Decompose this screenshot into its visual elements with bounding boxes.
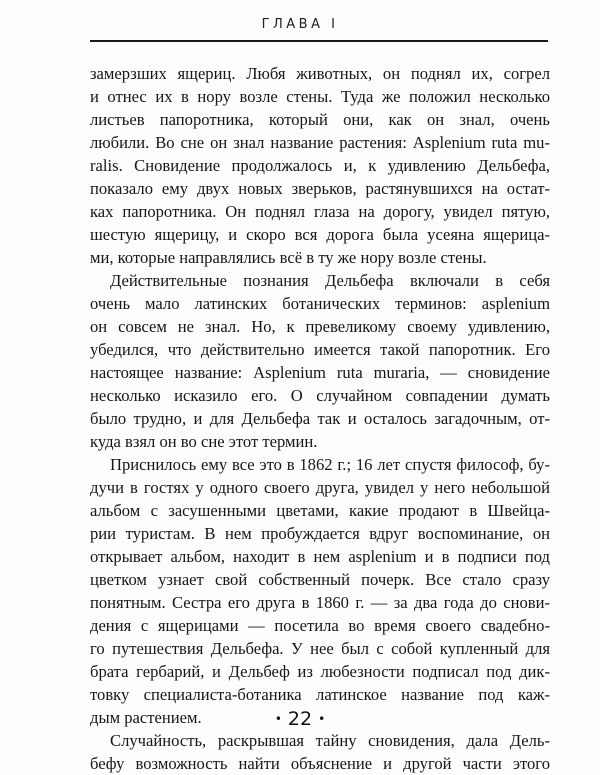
text-line: очень мало латинских ботанических терминов: asplenium	[90, 294, 550, 313]
text-line: листьев папоротника, который они, как он знал, очень	[90, 110, 550, 129]
text-line: он совсем не знал. Но, к превеликому своему удивлению,	[90, 317, 550, 336]
body-text	[90, 62, 550, 775]
text-line: любили. Во сне он знал название растения: Asplenium ruta mu-	[90, 133, 550, 152]
text-line: куда взял он во сне этот термин.	[90, 432, 318, 451]
text-line: бефу возможность найти объяснение и другой части этого	[90, 754, 550, 773]
text-line: ках папоротника. Он поднял глаза на дорогу, увидел пятую,	[90, 202, 550, 221]
text-line: показало ему двух новых зверьков, растянувшихся на остат-	[90, 179, 550, 198]
bullet-ornament-left: •	[274, 712, 282, 726]
text-line: Приснилось ему все это в 1862 г.; 16 лет спустя философ, бу-	[110, 455, 550, 474]
text-line: рии туристам. В нем пробуждается вдруг воспоминание, он	[90, 524, 550, 543]
text-line: понятным. Сестра его друга в 1860 г. — за два года до снови-	[90, 593, 550, 612]
text-line: Действительные познания Дельбефа включали в себя	[110, 271, 550, 290]
bullet-ornament-right: •	[318, 712, 326, 726]
text-line: альбом с засушенными цветами, какие продают в Швейца-	[90, 501, 550, 520]
running-head: ГЛАВА I	[261, 17, 339, 32]
text-line: шестую ящерицу, и скоро вся дорога была усеяна ящерица-	[90, 225, 550, 244]
page-number-footer	[0, 708, 600, 730]
text-line: открывает альбом, находит в нем asplenium и в подписи под	[90, 547, 550, 566]
text-line: дучи в гостях у одного своего друга, увидел у него небольшой	[90, 478, 550, 497]
text-line: настоящее название: Asplenium ruta muraria, — сновидение	[90, 363, 550, 382]
text-line: убедился, что действительно имеется такой папоротник. Его	[90, 340, 550, 359]
page-number: 22	[287, 708, 313, 730]
text-line: несколько исказило его. О случайном совпадении думать	[90, 386, 550, 405]
text-line: го путешествия Дельбефа. У нее был с собой купленный для	[90, 639, 550, 658]
text-line: дения с ящерицами — посетила во время своего свадебно-	[90, 616, 550, 635]
text-line: было трудно, и для Дельбефа так и осталось загадочным, от-	[90, 409, 550, 428]
text-line: дым растением.	[90, 708, 202, 727]
text-line: замерзших ящериц. Любя животных, он поднял их, согрел	[90, 64, 550, 83]
text-line: ми, которые направлялись всё в ту же нору возле стены.	[90, 248, 487, 267]
text-line: товку специалиста-ботаника латинское название под каж-	[90, 685, 550, 704]
text-line: ralis. Сновидение продолжалось и, к удивлению Дельбефа,	[90, 156, 550, 175]
text-line: брата гербарий, и Дельбеф из любезности подписал под дик-	[90, 662, 550, 681]
header-rule	[90, 40, 548, 42]
text-line: и отнес их в нору возле стены. Туда же положил несколько	[90, 87, 550, 106]
text-line: Случайность, раскрывшая тайну сновидения, дала Дель-	[110, 731, 550, 750]
text-line: цветком узнает свой собственный почерк. Все стало сразу	[90, 570, 550, 589]
